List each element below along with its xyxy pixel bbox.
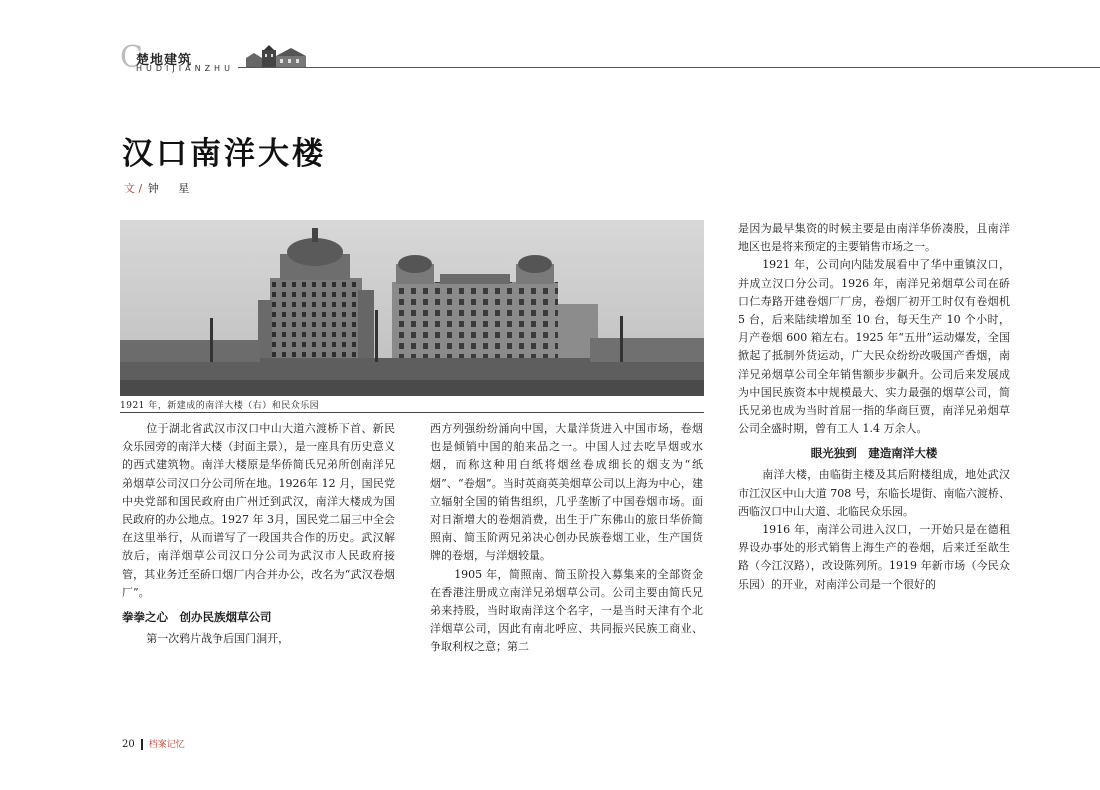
logo-title: 楚地建筑 <box>136 53 193 68</box>
logo-letter: C <box>120 40 143 75</box>
header-rule <box>238 67 1100 68</box>
historical-photo <box>120 220 704 396</box>
header-logo <box>120 42 320 74</box>
byline-label: 文 / <box>124 182 143 195</box>
building-icon <box>244 44 310 68</box>
paragraph: 1921 年，公司向内陆发展看中了华中重镇汉口，并成立汉口分公司。1926 年，南洋兄弟烟草公司在硚口仁寿路开建卷烟厂厂房，卷烟厂初开工时仅有卷烟机 5 台，后来陆续增加至 10 台，每天生产 10 个小时，月产卷烟 600 箱左右。1925 年“五卅”运动爆发，全国掀起了抵制外货运动，广大民众纷纷改吸国产香烟，南洋兄弟烟草公司全年销售额步步飙升。公司后来发展成为中国民族资本中规模最大、实力最强的烟草公司，简氏兄弟也成为当时首屈一指的华商巨贾，南洋兄弟烟草公司全盛时期，曾有工人 1.4 万余人。 <box>738 258 1010 436</box>
paragraph: 1916 年，南洋公司进入汉口，一开始只是在德租界设办事处的形式销售上海生产的卷烟，后来迁至歆生路（今江汉路），改设陈列所。1919 年新市场（今民众乐园）的开业，对南洋公司是一个很好的 <box>738 523 1010 591</box>
byline <box>124 180 197 196</box>
caption-rule <box>120 412 704 413</box>
paragraph: 南洋大楼，由临街主楼及其后附楼组成，地处武汉市江汉区中山大道 708 号，东临长堤街、南临六渡桥、西临汉口中山大道、北临民众乐园。 <box>738 468 1010 518</box>
text-column-1 <box>122 420 395 730</box>
text-column-2 <box>430 420 703 730</box>
paragraph: 1905 年，简照南、简玉阶投入募集来的全部资金在香港注册成立南洋兄弟烟草公司。公司主要由简氏兄弟来持股，当时取南洋这个名字，一是当时天津有个北洋烟草公司，因此有南北呼应、共同振兴民族工商业、争取利权之意；第二 <box>430 567 703 654</box>
article-title: 汉口南洋大楼 <box>122 136 326 172</box>
section-heading: 拳拳之心 创办民族烟草公司 <box>122 610 272 625</box>
photo-illustration <box>120 220 704 396</box>
footer-divider <box>141 739 143 750</box>
magazine-name: 档案记忆 <box>148 740 185 750</box>
paragraph: 第一次鸦片战争后国门洞开， <box>146 632 290 646</box>
paragraph: 西方列强纷纷涌向中国，大量洋货进入中国市场，卷烟也是倾销中国的舶来品之一。中国人过去吃旱烟或水烟，而称这种用白纸将烟丝卷成细长的烟支为“纸烟”、“卷烟”。当时英商英美烟草公司以上海为中心，建立辐射全国的销售组织，几乎垄断了中国卷烟市场。面对日渐增大的卷烟消费，出生于广东佛山的旅日华侨简照南、简玉阶两兄弟决心创办民族卷烟工业，生产国货牌的卷烟，与洋烟较量。 <box>430 422 703 563</box>
page-footer <box>122 737 185 750</box>
author-name: 钟 星 <box>147 182 198 195</box>
section-heading: 眼光独到 建造南洋大楼 <box>810 446 938 461</box>
paragraph: 是因为最早集资的时候主要是由南洋华侨凑股，且南洋地区也是将来预定的主要销售市场之一。 <box>738 222 1010 254</box>
page-number: 20 <box>122 739 135 750</box>
photo-caption: 1921 年，新建成的南洋大楼（右）和民众乐园 <box>120 401 320 411</box>
logo-pinyin: HUDIJIANZHU <box>136 64 234 73</box>
text-column-3 <box>738 220 1010 730</box>
paragraph: 位于湖北省武汉市汉口中山大道六渡桥下首、新民众乐园旁的南洋大楼（封面主景），是一座具有历史意义的西式建筑物。南洋大楼原是华侨简氏兄弟所创南洋兄弟烟草公司汉口分公司所在地。1926年 12 月，国民党中央党部和国民政府由广州迁到武汉，南洋大楼成为国民政府的办公地点。1927 年 3月，国民党二届三中全会在这里举行，从而谱写了一段国共合作的历史。武汉解放后，南洋烟草公司汉口分公司为武汉市人民政府接管，其业务迁至硚口烟厂内合并办公，改名为“武汉卷烟厂”。 <box>122 422 395 599</box>
